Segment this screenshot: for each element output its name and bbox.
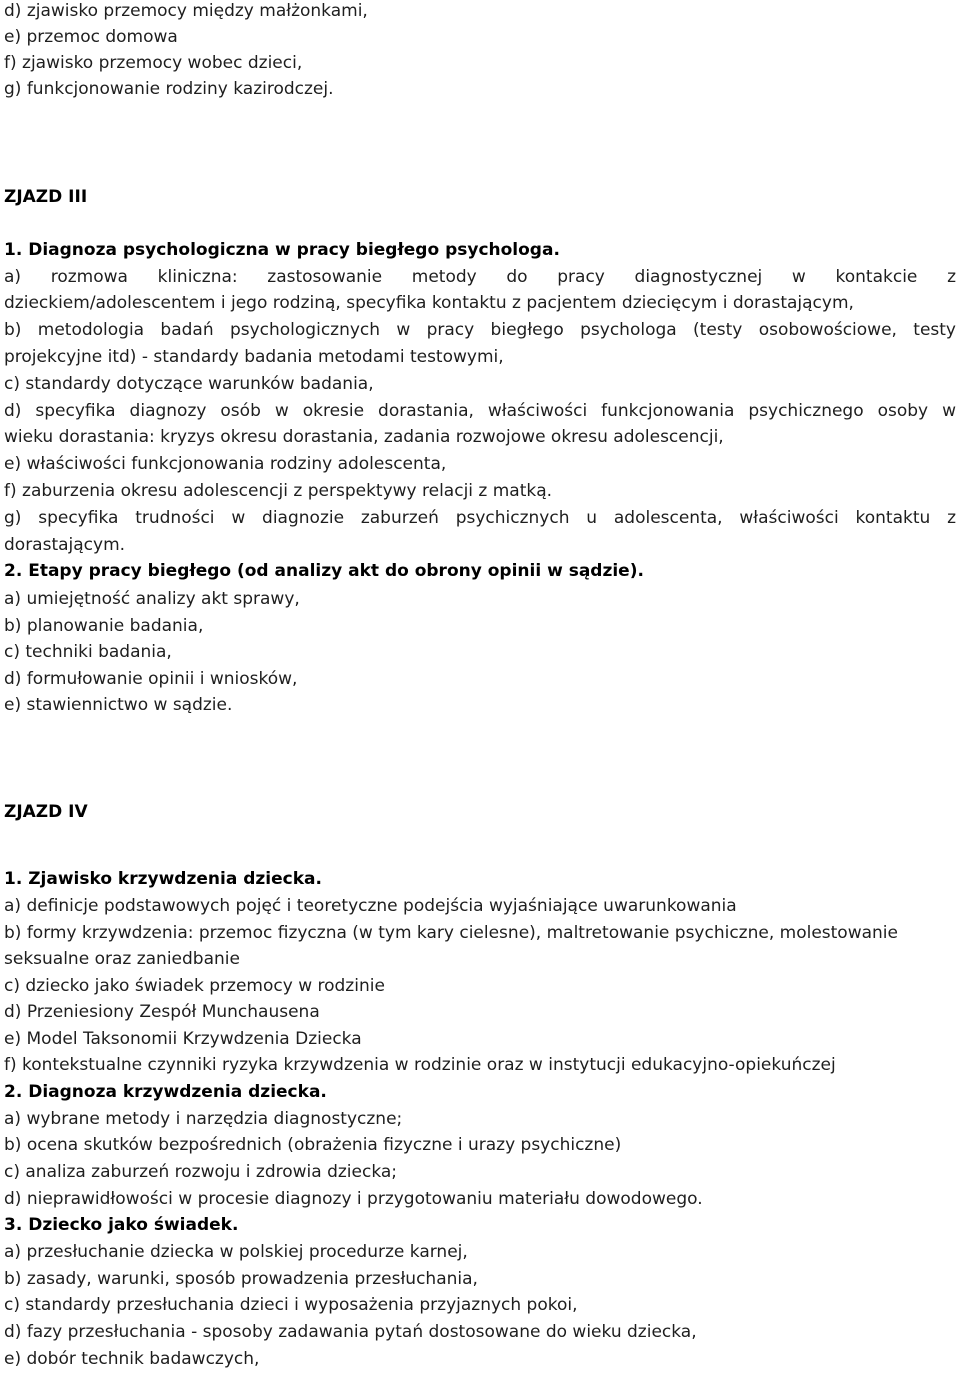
list-item: d) formułowanie opinii i wniosków, [4,669,298,689]
list-item: dzieckiem/adolescentem i jego rodziną, specyfika kontaktu z pacjentem dziecięcym i dorastającym, [4,293,854,313]
list-item: f) kontekstualne czynniki ryzyka krzywdzenia w rodzinie oraz w instytucji edukacyjno-opiekuńczej [4,1055,836,1075]
list-item: e) stawiennictwo w sądzie. [4,695,233,715]
list-item: a) rozmowa kliniczna: zastosowanie metody do pracy diagnostycznej w kontakcie z [4,267,956,287]
list-item: a) definicje podstawowych pojęć i teoretyczne podejścia wyjaśniające uwarunkowania [4,896,737,916]
list-item: d) specyfika diagnozy osób w okresie dorastania, właściwości funkcjonowania psychicznego osoby w [4,401,956,421]
list-item: g) specyfika trudności w diagnozie zaburzeń psychicznych u adolescenta, właściwości kontaktu z [4,508,956,528]
list-item: e) dobór technik badawczych, [4,1349,260,1369]
topic-heading: 2. Etapy pracy biegłego (od analizy akt do obrony opinii w sądzie). [4,561,644,581]
list-item: a) przesłuchanie dziecka w polskiej procedurze karnej, [4,1242,468,1262]
list-item: dorastającym. [4,535,126,555]
list-item: e) właściwości funkcjonowania rodziny adolescenta, [4,454,447,474]
list-item: b) formy krzywdzenia: przemoc fizyczna (w tym kary cielesne), maltretowanie psychiczne, molestowanie [4,923,898,943]
list-item: e) Model Taksonomii Krzywdzenia Dziecka [4,1029,362,1049]
list-item: d) Przeniesiony Zespół Munchausena [4,1002,320,1022]
list-item: c) standardy dotyczące warunków badania, [4,374,374,394]
list-item: c) analiza zaburzeń rozwoju i zdrowia dziecka; [4,1162,398,1182]
list-item: c) techniki badania, [4,642,172,662]
list-item: g) funkcjonowanie rodziny kazirodczej. [4,79,334,99]
list-item: projekcyjne itd) - standardy badania metodami testowymi, [4,347,504,367]
list-item: b) planowanie badania, [4,616,204,636]
list-item: e) przemoc domowa [4,27,178,47]
topic-heading: 3. Dziecko jako świadek. [4,1215,239,1235]
topic-heading: 1. Diagnoza psychologiczna w pracy biegłego psychologa. [4,240,560,260]
list-item: b) zasady, warunki, sposób prowadzenia przesłuchania, [4,1269,478,1289]
list-item: seksualne oraz zaniedbanie [4,949,240,969]
list-item: f) zjawisko przemocy wobec dzieci, [4,53,303,73]
list-item: c) dziecko jako świadek przemocy w rodzinie [4,976,385,996]
list-item: wieku dorastania: kryzys okresu dorastania, zadania rozwojowe okresu adolescencji, [4,427,724,447]
topic-heading: 1. Zjawisko krzywdzenia dziecka. [4,869,322,889]
list-item: a) wybrane metody i narzędzia diagnostyczne; [4,1109,403,1129]
section-heading: ZJAZD IV [4,802,88,822]
list-item: f) zaburzenia okresu adolescencji z perspektywy relacji z matką. [4,481,553,501]
list-item: d) nieprawidłowości w procesie diagnozy i przygotowaniu materiału dowodowego. [4,1189,703,1209]
list-item: d) fazy przesłuchania - sposoby zadawania pytań dostosowane do wieku dziecka, [4,1322,697,1342]
topic-heading: 2. Diagnoza krzywdzenia dziecka. [4,1082,327,1102]
section-heading: ZJAZD III [4,187,88,207]
list-item: b) ocena skutków bezpośrednich (obrażenia fizyczne i urazy psychiczne) [4,1135,622,1155]
list-item: d) zjawisko przemocy między małżonkami, [4,1,368,21]
list-item: b) metodologia badań psychologicznych w pracy biegłego psychologa (testy osobowościowe, testy [4,320,956,340]
list-item: a) umiejętność analizy akt sprawy, [4,589,300,609]
list-item: c) standardy przesłuchania dzieci i wyposażenia przyjaznych pokoi, [4,1295,578,1315]
